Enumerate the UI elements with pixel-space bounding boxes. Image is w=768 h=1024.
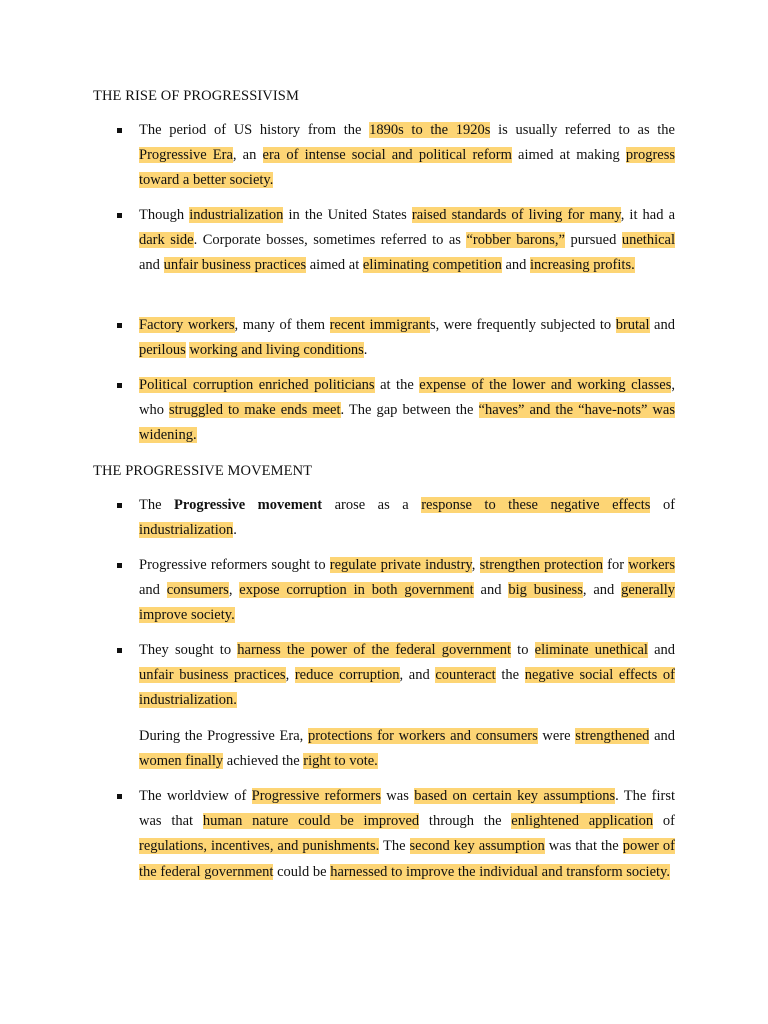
highlighted-text: reduce corruption [294, 667, 400, 684]
highlighted-text: expose corruption in both government [239, 582, 474, 599]
bullet-item [139, 118, 675, 194]
text-run: was [380, 788, 415, 804]
text-run: . The first was that [139, 788, 676, 830]
paragraph [139, 553, 675, 629]
highlighted-text: workers [628, 557, 675, 573]
text-run: for [602, 557, 629, 573]
paragraph [139, 373, 675, 449]
bullet-item [139, 313, 675, 363]
paragraph [139, 313, 675, 363]
text-run: During the Progressive Era, [139, 728, 308, 744]
highlighted-text: expense of the lower and working classes [419, 377, 672, 393]
highlighted-text: unfair business practices [163, 257, 307, 274]
text-run: the [495, 667, 525, 684]
bullet-marker [117, 563, 122, 568]
highlighted-text: perilous [139, 342, 186, 359]
highlighted-text: working and living conditions [189, 342, 364, 359]
text-run: Progressive reformers sought to [139, 557, 330, 573]
text-run: arose as a [322, 497, 422, 513]
highlighted-text: Factory workers [139, 317, 235, 333]
highlighted-text: Political corruption enriched politicians [139, 377, 375, 393]
text-run: achieved the [223, 753, 304, 770]
text-run: , [285, 667, 295, 684]
highlighted-text: enlightened application [511, 813, 654, 830]
paragraph [139, 724, 675, 774]
highlighted-text: right to vote. [303, 753, 378, 770]
bullet-item [139, 203, 675, 279]
text-run: in the United States [283, 207, 412, 223]
highlighted-text: industrialization [139, 522, 234, 539]
highlighted-text: 1890s to the 1920s [369, 122, 491, 138]
text-run: were [537, 728, 576, 744]
text-run: and [139, 257, 164, 274]
highlighted-text: strengthen protection [479, 557, 603, 573]
text-run: The worldview of [139, 788, 252, 804]
paragraph [139, 203, 675, 279]
text-run: and [473, 582, 509, 599]
highlighted-text: era of intense social and political reform [262, 147, 512, 164]
bold-text: Progressive movement [174, 497, 323, 513]
bullet-marker [117, 648, 122, 653]
highlighted-text: progress toward a better society. [139, 147, 676, 189]
highlighted-text: dark side [139, 232, 194, 249]
highlighted-text: negative social effects of industrialization. [139, 667, 675, 709]
text-run: . [363, 342, 368, 359]
highlighted-text: regulations, incentives, and punishments. [139, 838, 380, 855]
section-heading: THE RISE OF PROGRESSIVISM [93, 88, 299, 104]
text-run: and [647, 642, 676, 658]
text-run: was that the [544, 838, 623, 855]
bullet-marker [117, 213, 122, 218]
bullet-item [139, 638, 675, 714]
bullet-marker [117, 503, 122, 508]
highlighted-text: struggled to make ends meet [169, 402, 341, 419]
highlighted-text: consumers [166, 582, 229, 599]
text-run: , [471, 557, 480, 573]
text-run: , it had a [620, 207, 676, 223]
highlighted-text: counteract [435, 667, 496, 684]
highlighted-text: regulate private industry [329, 557, 472, 573]
text-run: . The gap between the [340, 402, 479, 419]
highlighted-text: based on certain key assumptions [414, 788, 616, 804]
text-run: of [653, 813, 675, 830]
text-run: The period of US history from the [139, 122, 370, 138]
text-run: aimed at making [511, 147, 626, 164]
bullet-marker [117, 794, 122, 799]
paragraph [139, 118, 675, 194]
bullet-item [139, 493, 675, 543]
highlighted-text: increasing profits. [530, 257, 635, 274]
text-run: to [511, 642, 535, 658]
highlighted-text: “haves” and the “have-nots” was widening. [139, 402, 675, 444]
highlighted-text: generally improve society. [139, 582, 676, 624]
text-run: , many of them [234, 317, 330, 333]
highlighted-text: unfair business practices [139, 667, 286, 684]
text-run: , [228, 582, 240, 599]
text-run: . Corporate bosses, sometimes referred to as [193, 232, 467, 249]
text-run: is usually referred to as the [490, 122, 675, 138]
text-run: , who [139, 377, 675, 419]
highlighted-text: harness the power of the federal government [237, 642, 512, 658]
text-run: at the [374, 377, 420, 393]
highlighted-text: eliminating competition [362, 257, 502, 274]
paragraph [139, 784, 675, 885]
text-run: , an [232, 147, 263, 164]
text-run: of [650, 497, 676, 513]
text-run: The [379, 838, 410, 855]
text-run: The [139, 497, 175, 513]
highlighted-text: Progressive Era [139, 147, 233, 164]
text-run: They sought to [139, 642, 238, 658]
paragraph [139, 638, 675, 714]
highlighted-text: protections for workers and consumers [307, 728, 538, 744]
bullet-item [139, 553, 675, 629]
highlighted-text: “robber barons,” [466, 232, 565, 249]
text-run: and [649, 728, 676, 744]
highlighted-text: harnessed to improve the individual and transform society. [330, 863, 670, 880]
text-run: , and [399, 667, 436, 684]
text-run: through the [419, 813, 512, 830]
highlighted-text: response to these negative effects [421, 497, 651, 513]
text-run: and [139, 582, 167, 599]
paragraph [139, 493, 675, 543]
highlighted-text: eliminate unethical [534, 642, 648, 658]
text-run: aimed at [306, 257, 363, 274]
text-run: . [233, 522, 237, 539]
bullet-marker [117, 383, 122, 388]
text-run: Though [139, 207, 190, 223]
text-run: and [501, 257, 531, 274]
indented-paragraph [139, 724, 675, 774]
highlighted-text: raised standards of living for many [411, 207, 621, 223]
bullet-item [139, 373, 675, 449]
section-heading: THE PROGRESSIVE MOVEMENT [93, 463, 313, 479]
text-run: pursued [564, 232, 622, 249]
text-run: , and [582, 582, 622, 599]
highlighted-text: strengthened [575, 728, 650, 744]
highlighted-text: unethical [621, 232, 676, 249]
highlighted-text: human nature could be improved [202, 813, 420, 830]
text-run: could be [273, 863, 331, 880]
text-run: s, were frequently subjected to [429, 317, 616, 333]
highlighted-text: recent immigrant [329, 317, 430, 333]
highlighted-text: second key assumption [409, 838, 545, 855]
highlighted-text: women finally [139, 753, 224, 770]
text-run: and [649, 317, 675, 333]
highlighted-text: big business [508, 582, 583, 599]
bullet-marker [117, 323, 122, 328]
highlighted-text: power of the federal government [139, 838, 675, 880]
bullet-marker [117, 128, 122, 133]
highlighted-text: brutal [615, 317, 650, 333]
highlighted-text: industrialization [189, 207, 284, 223]
bullet-item [139, 784, 675, 885]
highlighted-text: Progressive reformers [251, 788, 381, 804]
